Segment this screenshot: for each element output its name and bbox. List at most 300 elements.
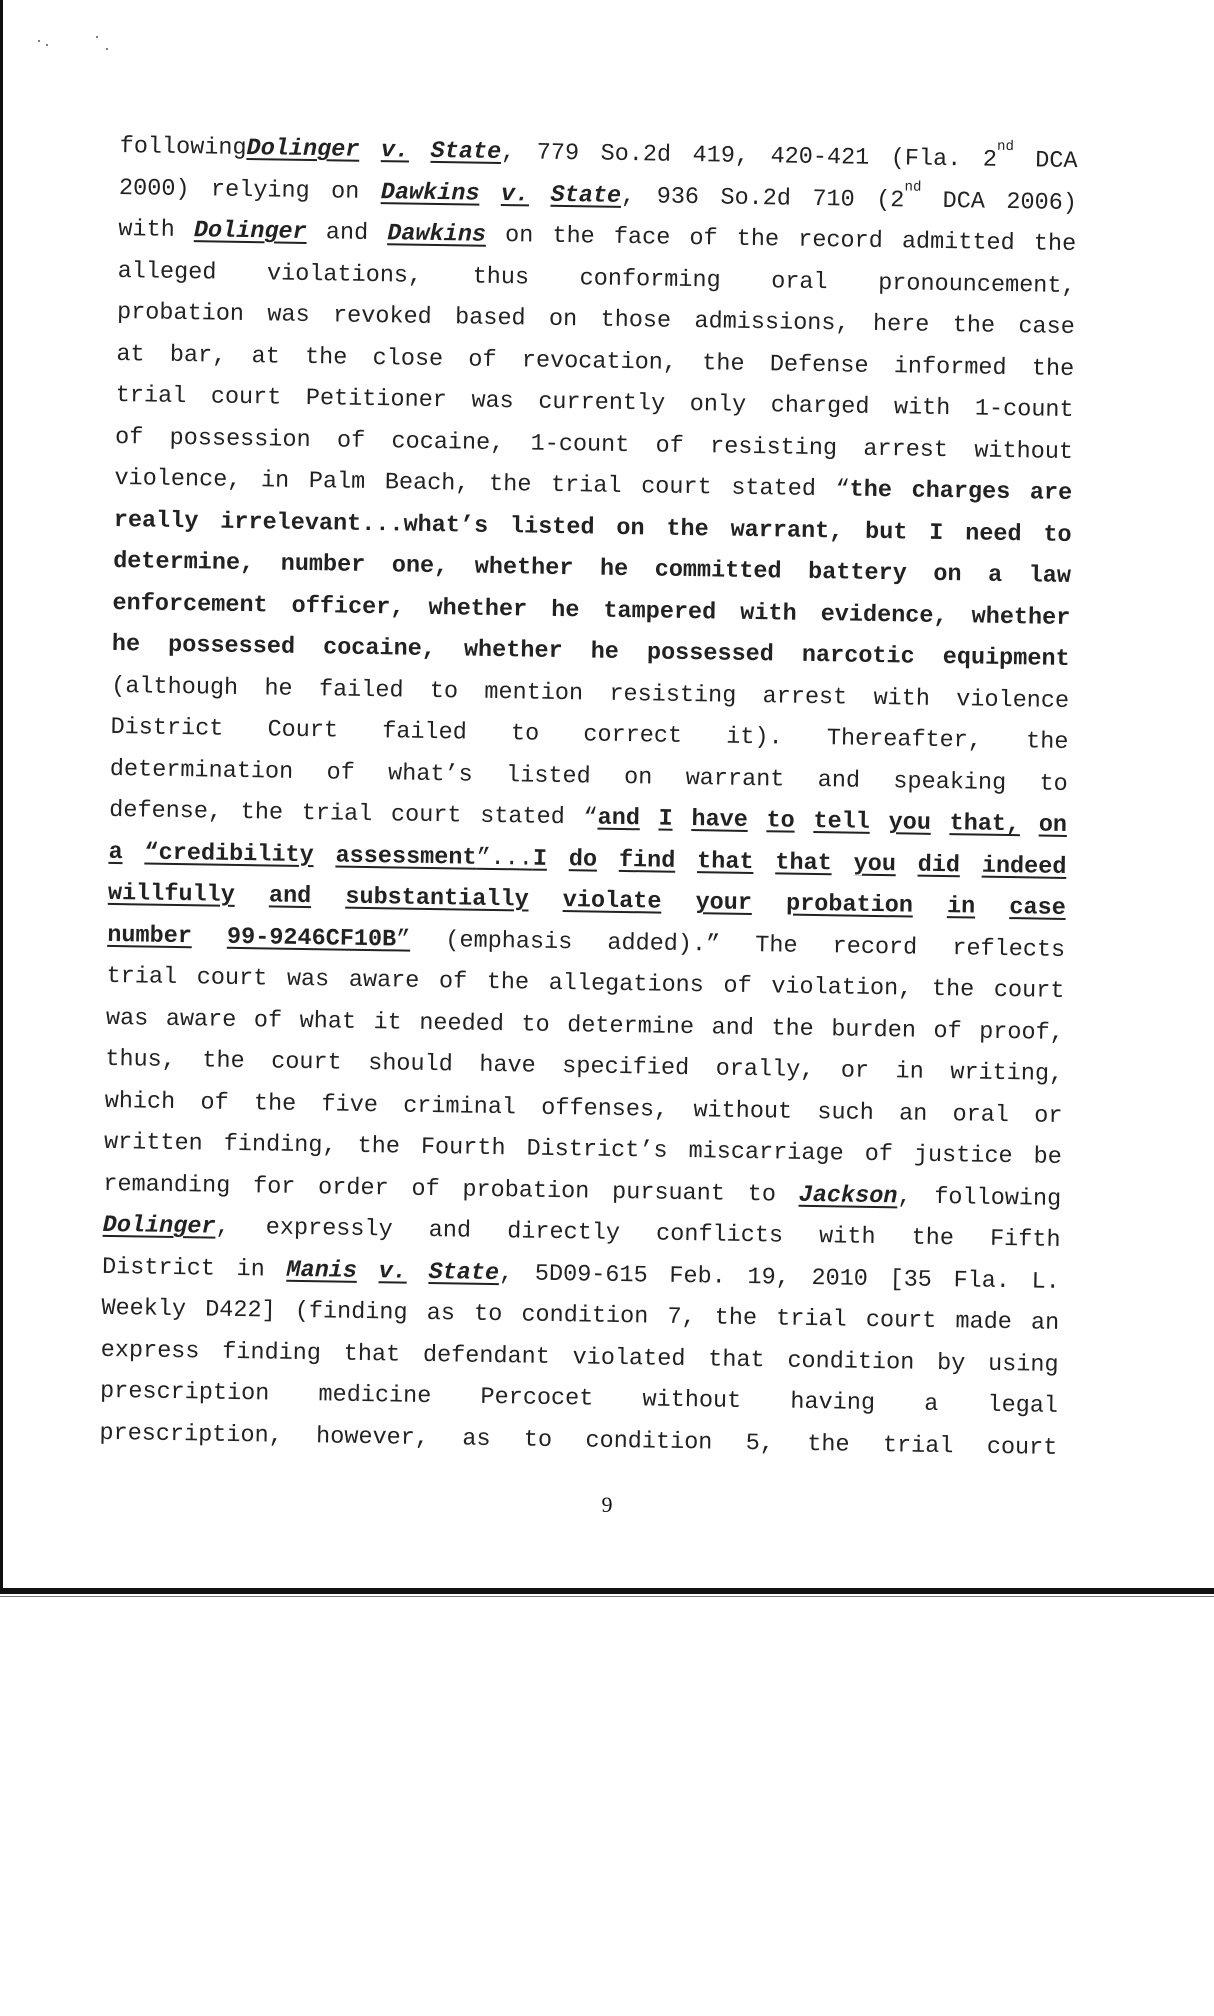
word (583, 714, 682, 757)
text-run: expressly (265, 1214, 393, 1244)
text-run: you (888, 809, 932, 837)
text-run: was (267, 301, 310, 330)
text-run: are (1029, 479, 1073, 508)
text-run: informed (893, 352, 1007, 382)
word (1028, 555, 1071, 597)
text-run: the (552, 222, 595, 251)
word (391, 545, 448, 587)
word (895, 1051, 924, 1093)
text-run: prescription, (99, 1419, 284, 1450)
word (118, 209, 175, 251)
text-run: have (691, 806, 749, 834)
word (462, 1169, 590, 1212)
text-run: of (864, 1140, 894, 1169)
text-run: as (426, 1299, 456, 1328)
text-run: probation (116, 298, 245, 328)
text-run: without (693, 1096, 793, 1126)
text-run: on (330, 177, 360, 206)
word (530, 423, 629, 466)
word (319, 669, 404, 712)
text-run: 710 (812, 185, 855, 214)
word (812, 178, 855, 220)
text-run: do (568, 845, 598, 874)
text-run: possessed (167, 631, 296, 661)
text-run: “ (835, 476, 850, 504)
body-text (99, 126, 1078, 1469)
text-run: added).” (607, 929, 721, 959)
word (211, 169, 310, 212)
word (893, 761, 1006, 804)
word (267, 294, 310, 336)
word (979, 1011, 1064, 1054)
text-run: (2 (875, 186, 905, 214)
text-run: Jackson (798, 1181, 898, 1210)
text-run: and (325, 219, 369, 247)
word (99, 1412, 283, 1456)
word (802, 635, 915, 678)
text-run: what (299, 1007, 357, 1036)
word (974, 430, 1073, 473)
word (572, 1337, 685, 1380)
text-run: possession (169, 424, 311, 454)
text-run: a (923, 1390, 939, 1419)
text-run: currently (538, 388, 666, 418)
word (689, 384, 746, 426)
scan-left-edge (0, 0, 3, 1590)
text-run: of (468, 346, 497, 374)
text-run: law (1028, 562, 1072, 590)
text-run: orally, (715, 1055, 815, 1085)
word (731, 468, 816, 511)
text-run: court (270, 1048, 342, 1077)
word (380, 172, 479, 215)
word (808, 552, 907, 595)
text-run: 7, (667, 1303, 696, 1332)
text-run: miscarriage (688, 1138, 844, 1168)
text-run: to (523, 1426, 553, 1454)
text-run: it (373, 1008, 402, 1037)
word (971, 596, 1070, 639)
text-run: irrelevant...what’s (220, 508, 489, 540)
text-run: with (118, 215, 176, 244)
word (981, 845, 1066, 888)
text-run: conflicts (655, 1220, 784, 1250)
word (165, 998, 236, 1041)
text-run: of (336, 426, 366, 455)
text-run: condition (585, 1426, 713, 1456)
word (771, 261, 828, 303)
text-run: as (462, 1425, 491, 1453)
word (299, 1000, 356, 1042)
word (271, 1041, 342, 1084)
word (666, 508, 709, 550)
word (286, 1249, 357, 1292)
text-run: arrest (863, 435, 949, 464)
word (335, 835, 547, 880)
text-run: (emphasis (445, 926, 573, 956)
word (990, 1219, 1061, 1262)
word (103, 1163, 231, 1206)
word (357, 1126, 400, 1168)
word (102, 1246, 215, 1289)
text-run: those (600, 306, 672, 335)
text-run: violate (562, 887, 662, 916)
text-run: on (1038, 811, 1068, 839)
word (1026, 721, 1069, 763)
text-run: trial (775, 1305, 847, 1334)
text-run: willfully (107, 879, 236, 909)
text-run: with (873, 684, 931, 713)
word (110, 748, 294, 792)
word (472, 256, 529, 298)
word (326, 752, 355, 794)
text-run: a (108, 838, 123, 866)
text-run: he (599, 555, 629, 584)
text-run: 99-9246CF10B (226, 923, 397, 953)
text-run: State (430, 137, 502, 166)
text-run: prescription (99, 1377, 270, 1408)
text-run: the (488, 470, 532, 499)
word (551, 589, 580, 631)
word (194, 210, 307, 253)
text-run: nd (996, 138, 1015, 156)
text-run: I (532, 845, 548, 873)
word (114, 458, 242, 501)
word (261, 460, 290, 502)
text-run: determine (566, 1011, 695, 1041)
word (994, 970, 1065, 1013)
word (382, 711, 467, 754)
text-run: court (390, 801, 462, 830)
word (695, 882, 752, 924)
scan-speck (106, 48, 108, 50)
text-run: the (1025, 728, 1069, 756)
word (949, 803, 1020, 846)
text-run: District (101, 1253, 216, 1283)
word (115, 416, 144, 458)
text-run: however, (315, 1422, 430, 1452)
word (419, 1002, 504, 1045)
word (267, 709, 338, 752)
text-run: arrest (762, 682, 848, 711)
word (942, 180, 985, 222)
text-run: of (253, 1006, 283, 1035)
word (345, 877, 529, 921)
word (220, 501, 489, 547)
word (889, 1259, 932, 1301)
word (952, 1094, 1009, 1136)
word (486, 962, 529, 1004)
word (116, 333, 145, 375)
text-run: the (952, 312, 996, 340)
word (817, 760, 860, 802)
word (1018, 306, 1075, 348)
word (813, 801, 870, 843)
word (863, 428, 948, 471)
text-run: tampered (603, 597, 717, 626)
text-run: to (429, 677, 459, 705)
word (917, 844, 960, 886)
word (1039, 763, 1068, 805)
text-run: 5, (745, 1429, 775, 1457)
text-run: on (623, 763, 653, 791)
text-run: a (987, 561, 1003, 589)
text-run: but (864, 518, 908, 546)
text-run: Fla. (953, 1266, 1011, 1295)
text-run: Percocet (480, 1383, 594, 1413)
bottom-rule (0, 1588, 1214, 1594)
bottom-rule-shadow (0, 1596, 1214, 1597)
text-run: only (689, 390, 747, 419)
text-run: The (755, 931, 798, 960)
text-run: court (210, 383, 282, 412)
word (988, 555, 1003, 597)
text-run: that (343, 1340, 401, 1369)
text-run: in (946, 893, 976, 921)
text-run: without (642, 1386, 742, 1415)
word (831, 1009, 916, 1052)
word (326, 212, 369, 254)
text-run: allegations (548, 969, 705, 1000)
word (835, 469, 892, 511)
text-run: 2 (982, 146, 998, 174)
text-run: 419, (692, 141, 750, 170)
text-run: five (321, 1090, 379, 1119)
text-run: probation (462, 1176, 590, 1206)
word (692, 135, 749, 177)
text-run: order (317, 1173, 389, 1202)
text-run: speaking (893, 767, 1007, 797)
text-run: to (1039, 770, 1068, 798)
word (583, 797, 640, 839)
text-run: 936 (656, 182, 700, 211)
word (952, 928, 1065, 971)
word (479, 1045, 536, 1087)
word (254, 1083, 297, 1125)
word (428, 1210, 471, 1252)
word (210, 376, 281, 419)
word (656, 176, 699, 218)
word (697, 841, 754, 883)
text-run: finding (222, 1338, 322, 1367)
word (343, 1333, 400, 1375)
word (439, 961, 468, 1003)
word (301, 793, 372, 836)
text-run: trial (550, 471, 622, 500)
word (619, 839, 676, 881)
text-run: he (590, 638, 620, 666)
text-run: Dolinger (193, 217, 307, 246)
word (119, 167, 190, 210)
word (316, 1416, 429, 1459)
text-run: “credibility (144, 838, 314, 869)
text-run: of (200, 1088, 229, 1117)
text-run: 420-421 (770, 143, 870, 172)
word (100, 1329, 199, 1372)
text-run: Palm (308, 468, 366, 496)
text-run: he (111, 630, 141, 659)
text-run: pursuant (611, 1178, 726, 1208)
word (291, 585, 404, 628)
text-run: court (196, 964, 268, 993)
text-run: mention (484, 678, 584, 707)
text-run: case (1018, 313, 1076, 342)
text-run: an (1030, 1309, 1060, 1337)
text-run: to (1043, 521, 1072, 549)
word (104, 1122, 203, 1165)
text-run: the (486, 968, 530, 997)
text-run: Thereafter, (826, 725, 983, 755)
word (929, 512, 944, 554)
text-run: the (702, 349, 745, 378)
text-run: offenses, (541, 1094, 669, 1124)
word (489, 464, 532, 506)
word (522, 340, 678, 384)
text-run: in (260, 467, 290, 495)
word (685, 757, 784, 800)
word (108, 873, 236, 916)
text-run: v. (500, 180, 530, 208)
word (911, 470, 1010, 513)
text-run: whether (474, 553, 574, 583)
text-run: condition (787, 1347, 915, 1377)
text-run: determine, (112, 547, 255, 578)
word (337, 420, 366, 462)
text-run: Dolinger (246, 134, 360, 164)
word (113, 541, 255, 585)
text-run: have (479, 1051, 536, 1080)
text-run: (although (110, 672, 239, 702)
text-run: violation, (771, 973, 913, 1003)
text-run: on (616, 514, 645, 542)
text-run: L. (1031, 1267, 1061, 1296)
word (667, 1297, 696, 1339)
word (471, 381, 514, 423)
word (428, 587, 527, 630)
text-run: committed (654, 556, 782, 586)
word (106, 997, 149, 1039)
text-run: was (286, 965, 330, 994)
text-run: stated (731, 474, 817, 503)
word (786, 884, 914, 927)
word (890, 138, 961, 181)
word (254, 1000, 283, 1042)
word (723, 966, 752, 1008)
text-run: legal (987, 1391, 1059, 1420)
text-run: for (252, 1172, 296, 1201)
text-run: whether (428, 594, 528, 623)
word (538, 382, 666, 425)
word (385, 462, 470, 505)
word (1035, 140, 1078, 182)
word (323, 627, 436, 670)
text-run: Dawkins (380, 178, 480, 208)
text-run: District (110, 713, 224, 743)
text-run: find (618, 846, 676, 875)
text-run: Court (267, 716, 339, 745)
text-run: 5D09-615 (534, 1260, 648, 1289)
text-run: an (898, 1099, 928, 1128)
text-run: to (747, 1180, 777, 1208)
text-run: “ (583, 804, 598, 832)
word (658, 799, 673, 841)
text-run: with (740, 599, 797, 628)
word (109, 790, 222, 833)
text-run: failed (381, 718, 468, 747)
text-run: defense, (109, 796, 223, 826)
text-run: determination (109, 755, 294, 786)
word (942, 637, 1070, 680)
text-run: and (817, 766, 861, 795)
word (730, 509, 843, 552)
text-run: thus, (105, 1045, 177, 1074)
text-run: 1-count (530, 429, 630, 459)
text-run: resisting (709, 432, 838, 462)
word (511, 713, 540, 755)
word (708, 1339, 765, 1381)
text-run: ” (395, 925, 411, 954)
word (308, 461, 365, 503)
text-run: with (893, 394, 951, 423)
text-run: (Fla. (890, 145, 962, 174)
word (888, 802, 931, 844)
word (616, 507, 645, 549)
word (1043, 514, 1072, 556)
word (747, 1257, 790, 1299)
text-run: following (119, 132, 247, 162)
text-run: charged (770, 392, 870, 421)
text-run: pronouncement, (877, 269, 1076, 300)
word (222, 1331, 321, 1374)
word (108, 831, 123, 873)
text-run: So.2d (600, 140, 672, 169)
text-run: need (964, 519, 1022, 548)
word (647, 632, 775, 675)
word (894, 387, 951, 429)
word (548, 963, 704, 1007)
word (745, 1422, 774, 1464)
word (501, 173, 530, 215)
word (609, 673, 737, 716)
text-run: of (114, 423, 144, 451)
text-run: 2006) (1006, 188, 1078, 217)
word (1006, 181, 1077, 224)
word (614, 217, 671, 259)
word (988, 1343, 1059, 1386)
word (541, 1087, 669, 1130)
text-run: evidence, (820, 600, 948, 630)
word (934, 1176, 1062, 1219)
word (883, 1425, 954, 1468)
text-run: written (103, 1128, 203, 1158)
text-run: the (771, 1014, 814, 1043)
text-run: to (510, 720, 540, 748)
text-run: 1-count (974, 395, 1074, 425)
word (169, 417, 311, 461)
text-run: specified (562, 1053, 690, 1083)
text-run: that, (949, 810, 1021, 839)
text-run: Manis (286, 1256, 358, 1285)
word (693, 1090, 792, 1133)
text-run: be (1033, 1143, 1063, 1171)
word (567, 1005, 695, 1048)
scan-speck (96, 36, 98, 38)
text-run: and (711, 1013, 755, 1042)
word (600, 300, 671, 343)
text-run: [35 (889, 1265, 933, 1294)
word (562, 880, 661, 923)
text-run: number (280, 550, 366, 579)
